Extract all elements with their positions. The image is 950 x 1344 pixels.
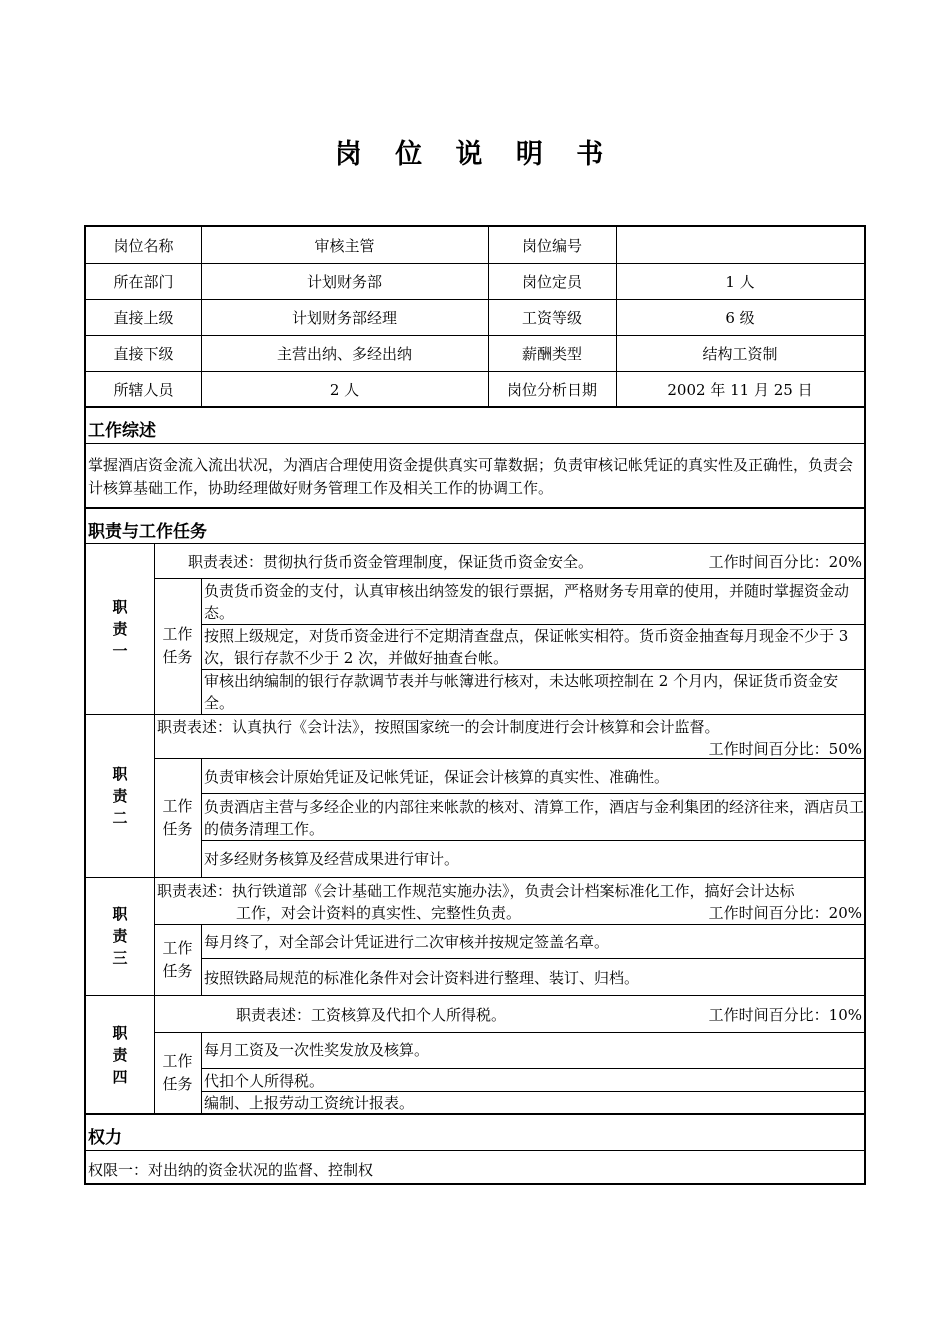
- label-staff-count: 所辖人员: [113, 380, 174, 399]
- summary-text: 掌握酒店资金流入流出状况，为酒店合理使用资金提供真实可靠数据；负责审核记帐凭证的真实性及正确性，负责会计核算基础工作，协助经理做好财务管理工作及相关工作的协调工作。: [88, 456, 854, 497]
- work-label-line: 任务: [162, 648, 193, 666]
- duty-3-label-char: 三: [112, 949, 128, 967]
- label-direct-superior: 直接上级: [113, 308, 174, 327]
- duty-1-statement: 职责表述：贯彻执行货币资金管理制度，保证货币资金安全。: [188, 553, 594, 571]
- label-headcount: 岗位定员: [521, 272, 582, 291]
- work-label-line: 工作: [162, 1052, 193, 1070]
- duty-1-percent: 工作时间百分比：20%: [708, 553, 862, 571]
- label-department: 所在部门: [113, 272, 174, 291]
- duty-1-task-2: 按照上级规定，对货币资金进行不定期清查盘点，保证帐实相符。货币资金抽查每月现金不少于 3 次，银行存款不少于 2 次，并做好抽查台帐。: [204, 627, 849, 667]
- duty-4-task-2: 代扣个人所得税。: [204, 1072, 325, 1090]
- duty-1-label-char: 责: [112, 620, 128, 638]
- job-description-table: [84, 225, 866, 1185]
- duty-4-task-3: 编制、上报劳动工资统计报表。: [204, 1094, 415, 1112]
- work-label-line: 任务: [162, 1075, 193, 1093]
- summary-heading: 工作综述: [88, 421, 156, 441]
- label-salary-grade: 工资等级: [521, 308, 582, 327]
- duty-4-work-label: [154, 1032, 201, 1114]
- label-pay-type: 薪酬类型: [521, 344, 582, 363]
- duty-1-task-3: 审核出纳编制的银行存款调节表并与帐簿进行核对，未达帐项控制在 2 个月内，保证货币资金安全。: [204, 672, 839, 712]
- duty-4-label-char: 四: [112, 1067, 128, 1086]
- label-position-number: 岗位编号: [521, 236, 582, 255]
- duty-3-task-1: 每月终了，对全部会计凭证进行二次审核并按规定签盖名章。: [204, 933, 610, 951]
- work-label-line: 工作: [162, 625, 193, 643]
- duty-4-task-1: 每月工资及一次性奖发放及核算。: [204, 1041, 430, 1059]
- authority-heading: 权力: [88, 1128, 122, 1148]
- duty-2-label: [86, 714, 154, 877]
- duty-4-label: [86, 995, 154, 1114]
- duty-1-task-1: 负责货币资金的支付，认真审核出纳签发的银行票据，严格财务专用章的使用，并随时掌握资金动态。: [204, 582, 850, 622]
- work-label-line: 任务: [162, 961, 193, 980]
- duty-4-percent: 工作时间百分比：10%: [708, 1006, 862, 1024]
- duty-3-work-label: [154, 924, 201, 995]
- work-label-line: 任务: [162, 819, 193, 838]
- duty-3-statement-line2: 工作，对会计资料的真实性、完整性负责。: [236, 904, 522, 922]
- value-position-number: [616, 227, 864, 263]
- duty-2-percent: 工作时间百分比：50%: [708, 740, 862, 758]
- value-salary-grade: 6 级: [725, 308, 755, 327]
- duty-2-task-3: 对多经财务核算及经营成果进行审计。: [204, 850, 460, 868]
- duty-3-statement: 职责表述：执行铁道部《会计基础工作规范实施办法》，负责会计档案标准化工作，搞好会计达标: [157, 882, 795, 900]
- label-position-name: 岗位名称: [113, 236, 174, 255]
- work-label-line: 工作: [162, 796, 193, 815]
- duties-heading: 职责与工作任务: [88, 522, 207, 542]
- duty-1-label-char: 一: [112, 642, 128, 660]
- duty-3-task-2: 按照铁路局规范的标准化条件对会计资料进行整理、装订、归档。: [204, 969, 640, 987]
- value-direct-superior: 计划财务部经理: [291, 308, 397, 327]
- authority-item-1: 权限一：对出纳的资金状况的监督、控制权: [88, 1161, 374, 1179]
- duty-4-label-char: 职: [112, 1023, 128, 1042]
- value-staff-count: 2 人: [329, 380, 360, 399]
- duty-2-label-char: 责: [112, 786, 128, 805]
- duty-3-percent: 工作时间百分比：20%: [708, 904, 862, 922]
- value-department: 计划财务部: [306, 272, 382, 291]
- duty-2-task-2: 负责酒店主营与多经企业的内部往来帐款的核对、清算工作，酒店与金利集团的经济往来，酒店员工的债务清理工作。: [204, 798, 865, 838]
- page-title: 岗 位 说 明 书: [334, 139, 616, 170]
- duty-4-statement: 职责表述：工资核算及代扣个人所得税。: [236, 1006, 507, 1024]
- value-direct-subordinates: 主营出纳、多经出纳: [276, 344, 412, 363]
- duty-1-work-label: [154, 578, 201, 714]
- work-label-line: 工作: [162, 938, 193, 957]
- duty-3-label-char: 责: [112, 927, 128, 945]
- label-direct-subordinates: 直接下级: [113, 344, 174, 363]
- duty-1-label: [86, 543, 154, 715]
- duty-2-statement: 职责表述：认真执行《会计法》，按照国家统一的会计制度进行会计核算和会计监督。: [157, 718, 720, 736]
- duty-4-label-char: 责: [112, 1045, 128, 1064]
- duty-3-label-char: 职: [112, 905, 128, 923]
- duty-2-label-char: 职: [112, 764, 128, 783]
- value-position-name: 审核主管: [314, 236, 375, 255]
- duty-2-work-label: [154, 758, 201, 877]
- label-analysis-date: 岗位分析日期: [506, 380, 597, 399]
- duty-1-label-char: 职: [112, 598, 128, 616]
- duty-3-label: [86, 877, 154, 995]
- value-analysis-date: 2002 年 11 月 25 日: [667, 380, 813, 399]
- value-pay-type: 结构工资制: [702, 344, 778, 363]
- value-headcount: 1 人: [725, 272, 755, 291]
- duty-2-task-1: 负责审核会计原始凭证及记帐凭证，保证会计核算的真实性、准确性。: [204, 768, 670, 786]
- duty-2-label-char: 二: [112, 808, 128, 827]
